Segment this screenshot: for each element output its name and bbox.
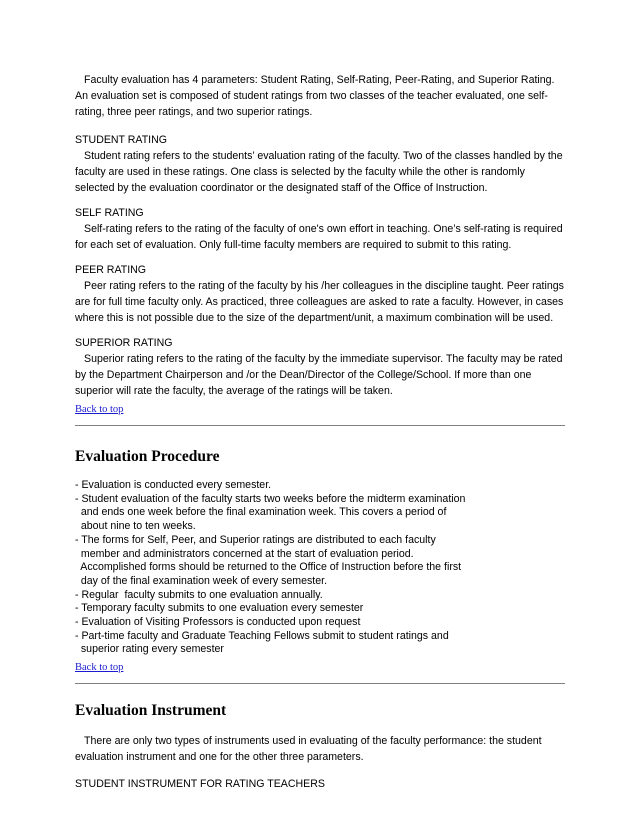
procedure-line: about nine to ten weeks. — [75, 520, 196, 533]
superior-rating-section — [75, 335, 565, 399]
procedure-line: - Evaluation of Visiting Professors is conducted upon request — [75, 616, 361, 629]
self-rating-heading: SELF RATING — [75, 207, 144, 219]
instrument-heading: Evaluation Instrument — [75, 702, 227, 720]
procedure-line: - Student evaluation of the faculty starts two weeks before the midterm examination — [75, 492, 466, 505]
peer-rating-heading: PEER RATING — [75, 264, 147, 276]
section-divider — [75, 425, 565, 426]
superior-rating-heading: SUPERIOR RATING — [75, 337, 173, 349]
procedure-line: and ends one week before the final examination week. This covers a period of — [75, 506, 447, 519]
self-rating-body: Self-rating refers to the rating of the faculty of one's own effort in teaching. One’s self-rating is required for each set of evaluation. Only full-time faculty members are required to submit to this rating. — [75, 223, 563, 251]
intro-paragraph — [75, 72, 565, 120]
procedure-heading: Evaluation Procedure — [75, 448, 220, 465]
self-rating-section — [75, 205, 565, 253]
superior-rating-body: Superior rating refers to the rating of the faculty by the immediate supervisor. The faculty may be rated by the Department Chairperson and /or the Dean/Director of the College/School. If more than one superior will rate the faculty, the average of the ratings will be taken. — [75, 353, 563, 397]
document-content — [75, 72, 565, 792]
procedure-line: - Part-time faculty and Graduate Teaching Fellows submit to student ratings and — [75, 629, 449, 642]
procedure-line: day of the final examination week of every semester. — [75, 574, 328, 587]
student-rating-section — [75, 132, 565, 196]
student-instrument-heading: STUDENT INSTRUMENT FOR RATING TEACHERS — [75, 778, 325, 791]
intro-text: Faculty evaluation has 4 parameters: Student Rating, Self-Rating, Peer-Rating, and Superior Rating. An evaluation set is composed of student ratings from two classes of the teacher evaluated, one self-rating, three peer ratings, and two superior ratings. — [75, 74, 555, 118]
back-to-top-link[interactable]: Back to top — [75, 662, 124, 674]
procedure-line: - The forms for Self, Peer, and Superior ratings are distributed to each faculty — [75, 533, 436, 546]
procedure-line: - Temporary faculty submits to one evaluation every semester — [75, 602, 364, 615]
procedure-line: - Evaluation is conducted every semester. — [75, 479, 272, 491]
procedure-line: superior rating every semester — [75, 643, 224, 656]
peer-rating-section — [75, 262, 565, 326]
peer-rating-body: Peer rating refers to the rating of the faculty by his /her colleagues in the discipline taught. Peer ratings are for full time faculty only. As practiced, three colleagues are asked to rate a faculty. However, in cases where this is not possible due to the size of the department/unit, a maximum combination will be used. — [75, 280, 564, 324]
back-to-top-link[interactable]: Back to top — [75, 404, 124, 415]
student-rating-heading: STUDENT RATING — [75, 134, 168, 146]
procedure-list — [75, 479, 565, 657]
student-rating-body: Student rating refers to the students’ evaluation rating of the faculty. Two of the classes handled by the faculty are used in these ratings. One class is selected by the faculty while the other is randomly selected by the evaluation coordinator or the designated staff of the Office of Instruction. — [75, 150, 563, 194]
instrument-intro: There are only two types of instruments used in evaluating of the faculty performance: the student evaluation instrument and one for the other three parameters. — [75, 735, 542, 764]
procedure-line: Accomplished forms should be returned to the Office of Instruction before the first — [75, 561, 462, 574]
procedure-line: member and administrators concerned at the start of evaluation period. — [75, 547, 414, 560]
procedure-line: - Regular faculty submits to one evaluation annually. — [75, 588, 323, 601]
section-divider — [75, 683, 565, 684]
